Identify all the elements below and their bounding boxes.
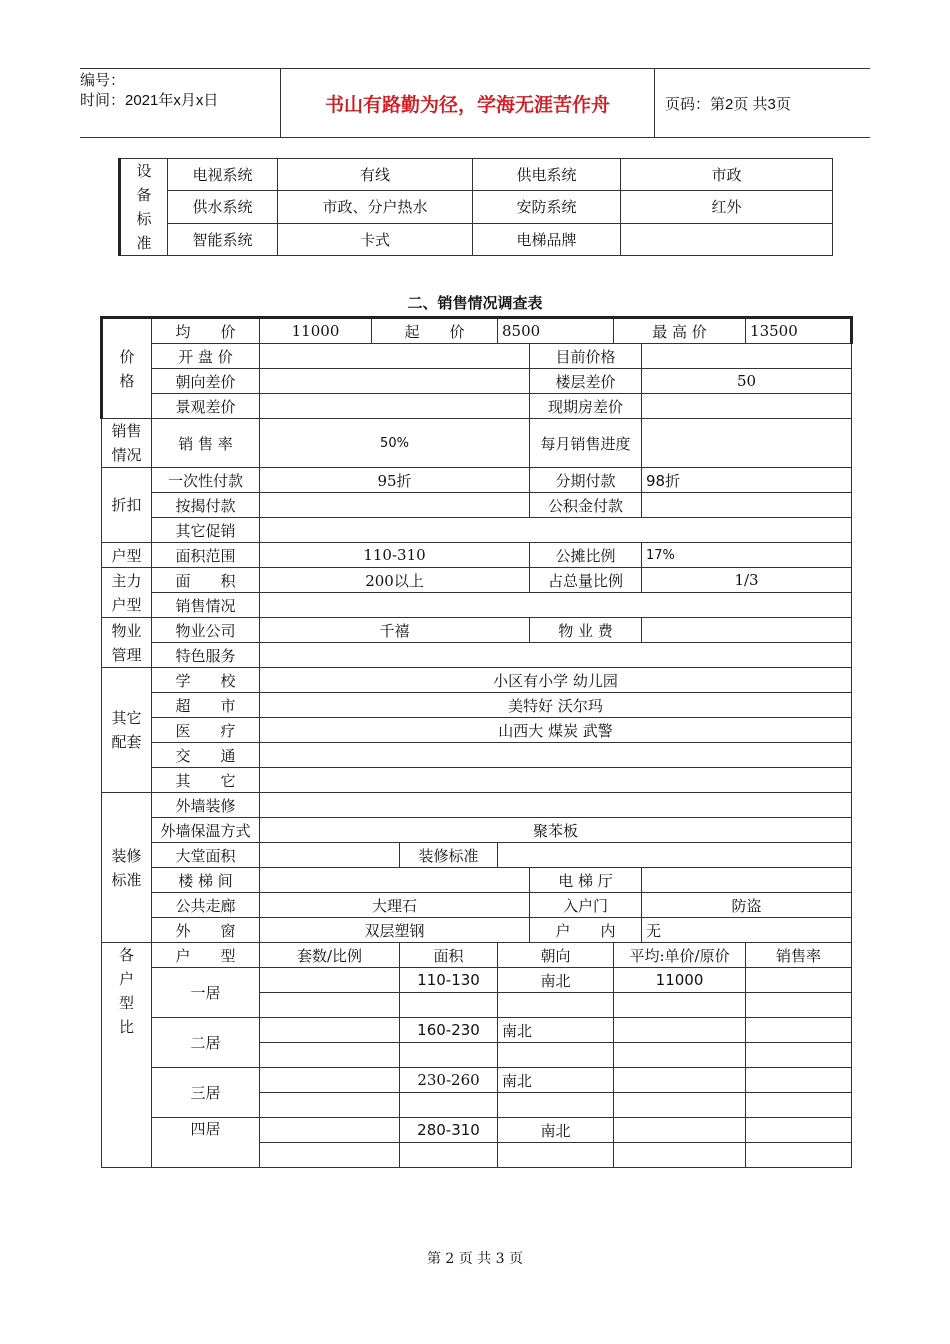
time-label: 时间：2021年x月x日 <box>80 92 219 109</box>
price-label-text: 价格 <box>119 347 135 390</box>
sales-rate-label: 销 售 率 <box>152 419 260 468</box>
deco-std <box>498 843 852 868</box>
unit-type: 一居 <box>152 968 260 1018</box>
decoration-label-text: 装修标准 <box>111 846 142 889</box>
sales-rate: 50% <box>260 419 530 468</box>
units-header: 平均:单价/原价 <box>614 943 746 968</box>
property-label <box>102 618 152 668</box>
start-price: 8500 <box>498 318 614 344</box>
orient-diff-label: 朝向差价 <box>152 369 260 394</box>
units-header: 面积 <box>400 943 498 968</box>
facility-value: 美特好 沃尔玛 <box>260 693 852 718</box>
share-ratio-label: 公摊比例 <box>530 543 642 568</box>
monthly-progress <box>642 419 852 468</box>
decoration-label <box>102 793 152 943</box>
special-service <box>260 643 852 668</box>
floor-diff: 50 <box>642 369 852 394</box>
deco-std-label: 装修标准 <box>400 843 498 868</box>
lump-sum: 95折 <box>260 468 530 493</box>
lobby-label: 大堂面积 <box>152 843 260 868</box>
unit-orient: 南北 <box>498 1018 614 1043</box>
header-meta <box>80 69 280 139</box>
exterior <box>260 793 852 818</box>
main-ratio: 1/3 <box>642 568 852 593</box>
unit-count <box>260 968 400 993</box>
equip-label: 电梯品牌 <box>473 223 621 255</box>
facility-label: 医 疗 <box>152 718 260 743</box>
other-promo-label: 其它促销 <box>152 518 260 543</box>
corridor-label: 公共走廊 <box>152 893 260 918</box>
view-diff-label: 景观差价 <box>152 394 260 419</box>
equip-value: 卡式 <box>278 223 473 255</box>
orient-diff <box>260 369 530 394</box>
unit-price <box>614 1118 746 1143</box>
unit-orient: 南北 <box>498 1118 614 1143</box>
insulation: 聚苯板 <box>260 818 852 843</box>
avg-price: 11000 <box>260 318 372 344</box>
max-price: 13500 <box>746 318 852 344</box>
property-company: 千禧 <box>260 618 530 643</box>
sales-survey-table <box>100 316 853 1168</box>
unit-area: 110-130 <box>400 968 498 993</box>
current-price-label: 目前价格 <box>530 344 642 369</box>
price-label <box>102 318 152 419</box>
equip-label: 电视系统 <box>168 159 278 191</box>
number-label: 编号： <box>80 72 126 89</box>
unit-orient: 南北 <box>498 968 614 993</box>
installment: 98折 <box>642 468 852 493</box>
facility-label: 学 校 <box>152 668 260 693</box>
units-label <box>102 943 152 1168</box>
lobby <box>260 843 400 868</box>
equip-value: 有线 <box>278 159 473 191</box>
indoor-label: 户 内 <box>530 918 642 943</box>
fund-label: 公积金付款 <box>530 493 642 518</box>
stair <box>260 868 530 893</box>
unit-type-label: 户型 <box>102 543 152 568</box>
unit-price <box>614 1018 746 1043</box>
open-price <box>260 344 530 369</box>
equipment-table <box>118 158 833 256</box>
indoor: 无 <box>642 918 852 943</box>
unit-rate <box>746 968 852 993</box>
unit-rate <box>746 1118 852 1143</box>
unit-type: 四居 <box>152 1118 260 1168</box>
facility-value <box>260 743 852 768</box>
avg-price-label: 均 价 <box>152 318 260 344</box>
unit-count <box>260 1068 400 1093</box>
area-range-label: 面积范围 <box>152 543 260 568</box>
special-service-label: 特色服务 <box>152 643 260 668</box>
main-unit-label <box>102 568 152 618</box>
equip-label: 安防系统 <box>473 191 621 223</box>
facility-label: 超 市 <box>152 693 260 718</box>
unit-price: 11000 <box>614 968 746 993</box>
main-sales <box>260 593 852 618</box>
unit-count <box>260 1018 400 1043</box>
max-price-label: 最 高 价 <box>614 318 746 344</box>
unit-price <box>614 1068 746 1093</box>
equip-value: 市政 <box>621 159 833 191</box>
property-label-text: 物业管理 <box>111 621 142 664</box>
entry-door: 防盗 <box>642 893 852 918</box>
facility-label: 其 它 <box>152 768 260 793</box>
units-header: 销售率 <box>746 943 852 968</box>
main-area-label: 面 积 <box>152 568 260 593</box>
unit-type: 二居 <box>152 1018 260 1068</box>
sales-label-text: 销售情况 <box>111 422 142 464</box>
start-price-label: 起 价 <box>372 318 498 344</box>
unit-type: 三居 <box>152 1068 260 1118</box>
equipment-side-text: 设备标准 <box>136 162 152 252</box>
main-sales-label: 销售情况 <box>152 593 260 618</box>
unit-rate <box>746 1068 852 1093</box>
current-price <box>642 344 852 369</box>
window-label: 外 窗 <box>152 918 260 943</box>
facility-value <box>260 768 852 793</box>
facility-label: 交 通 <box>152 743 260 768</box>
units-header: 朝向 <box>498 943 614 968</box>
unit-area: 230-260 <box>400 1068 498 1093</box>
view-diff <box>260 394 530 419</box>
ready-diff <box>642 394 852 419</box>
elevator-hall-label: 电 梯 厅 <box>530 868 642 893</box>
unit-rate <box>746 1018 852 1043</box>
facility-value: 山西大 煤炭 武警 <box>260 718 852 743</box>
lump-sum-label: 一次性付款 <box>152 468 260 493</box>
mortgage <box>260 493 530 518</box>
facilities-label-text: 其它配套 <box>111 709 142 751</box>
window: 双层塑钢 <box>260 918 530 943</box>
corridor: 大理石 <box>260 893 530 918</box>
unit-area: 160-230 <box>400 1018 498 1043</box>
installment-label: 分期付款 <box>530 468 642 493</box>
equip-label: 供电系统 <box>473 159 621 191</box>
discount-label-text: 折扣 <box>111 496 142 514</box>
elevator-hall <box>642 868 852 893</box>
equip-value: 市政、分户热水 <box>278 191 473 223</box>
other-promo <box>260 518 852 543</box>
equip-label: 智能系统 <box>168 223 278 255</box>
exterior-label: 外墙装修 <box>152 793 260 818</box>
mortgage-label: 按揭付款 <box>152 493 260 518</box>
page-header <box>80 68 870 138</box>
unit-area: 280-310 <box>400 1118 498 1143</box>
section-title: 二、销售情况调查表 <box>407 294 543 312</box>
page-footer: 第 2 页 共 3 页 <box>426 1251 524 1267</box>
main-ratio-label: 占总量比例 <box>530 568 642 593</box>
share-ratio: 17% <box>642 543 852 568</box>
insulation-label: 外墙保温方式 <box>152 818 260 843</box>
equip-value: 红外 <box>621 191 833 223</box>
facility-value: 小区有小学 幼儿园 <box>260 668 852 693</box>
units-header: 户 型 <box>152 943 260 968</box>
units-label-text: 各户型比 <box>118 946 134 1036</box>
motto: 书山有路勤为径，学海无涯苦作舟 <box>280 69 655 137</box>
sales-label <box>102 419 152 468</box>
area-range: 110-310 <box>260 543 530 568</box>
property-fee <box>642 618 852 643</box>
units-header: 套数/比例 <box>260 943 400 968</box>
discount-label <box>102 468 152 543</box>
property-company-label: 物业公司 <box>152 618 260 643</box>
main-unit-label-text: 主力户型 <box>111 571 142 614</box>
entry-door-label: 入户门 <box>530 893 642 918</box>
facilities-label <box>102 668 152 793</box>
fund <box>642 493 852 518</box>
stair-label: 楼 梯 间 <box>152 868 260 893</box>
equip-value <box>621 223 833 255</box>
page-indicator: 页码：第2页 共3页 <box>665 95 791 113</box>
open-price-label: 开 盘 价 <box>152 344 260 369</box>
ready-diff-label: 现期房差价 <box>530 394 642 419</box>
unit-orient: 南北 <box>498 1068 614 1093</box>
equip-label: 供水系统 <box>168 191 278 223</box>
property-fee-label: 物 业 费 <box>530 618 642 643</box>
unit-count <box>260 1118 400 1143</box>
floor-diff-label: 楼层差价 <box>530 369 642 394</box>
main-area: 200以上 <box>260 568 530 593</box>
monthly-progress-label: 每月销售进度 <box>530 419 642 468</box>
equipment-side-label <box>120 159 168 256</box>
